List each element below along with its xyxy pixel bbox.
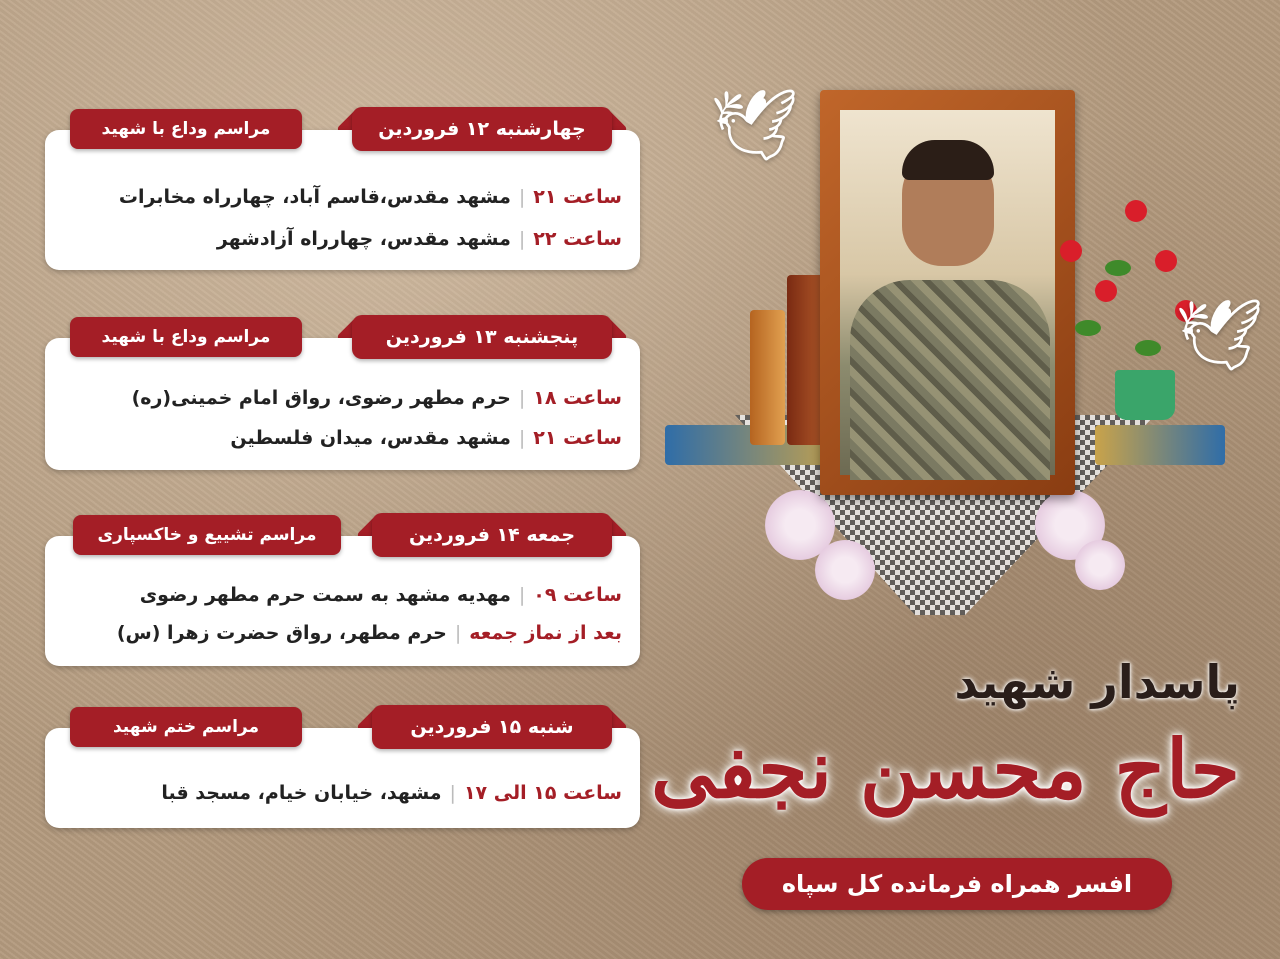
leaf-icon [1105,260,1131,276]
row-place: مشهد مقدس، میدان فلسطین [230,427,511,449]
card-title: مراسم وداع با شهید [70,109,302,149]
row-divider: | [518,387,526,409]
schedule-row [132,383,622,413]
headline-rank: پاسدار شهید [954,655,1240,709]
row-divider: | [454,622,462,644]
schedule-row [230,423,622,453]
martyr-name: حاج محسن نجفی [651,722,1240,816]
leaf-icon [1075,320,1101,336]
flower-pot-icon [1115,370,1175,420]
book-icon [1095,425,1225,465]
dove-icon: 🕊 [710,84,799,166]
white-flower-icon [1075,540,1125,590]
schedule-card-4 [45,716,640,828]
row-divider: | [518,186,526,208]
schedule-card-3 [45,524,640,666]
subtitle-badge: افسر همراه فرمانده کل سپاه [742,858,1172,910]
row-place: حرم مطهر رضوی، رواق امام خمینی(ره) [131,387,511,409]
portrait-frame [820,90,1075,495]
red-flower-icon [1155,250,1177,272]
row-place: حرم مطهر، رواق حضرت زهرا (س) [116,622,447,644]
card-date: پنجشنبه ۱۳ فروردین [352,315,612,359]
red-flower-icon [1060,240,1082,262]
row-time: ساعت ۲۱ [533,427,622,449]
row-time: ساعت ۰۹ [533,584,622,606]
card-date: چهارشنبه ۱۲ فروردین [352,107,612,151]
schedule-card-1 [45,118,640,270]
card-date: شنبه ۱۵ فروردین [372,705,612,749]
card-title: مراسم تشییع و خاکسپاری [73,515,341,555]
row-time: ساعت ۱۵ الی ۱۷ [463,782,622,804]
schedule-card-2 [45,326,640,470]
schedule-row [119,182,622,212]
card-title: مراسم وداع با شهید [70,317,302,357]
red-flower-icon [1095,280,1117,302]
schedule-row [117,618,622,648]
row-place: مشهد مقدس،قاسم آباد، چهارراه مخابرات [118,186,511,208]
schedule-row [217,224,622,254]
uniform-shape [850,280,1050,480]
row-divider: | [449,782,456,804]
row-place: مهدیه مشهد به سمت حرم مطهر رضوی [139,584,511,606]
memorial-composition [655,60,1264,640]
white-flower-icon [815,540,875,600]
row-time: بعد از نماز جمعه [469,622,622,644]
row-time: ساعت ۱۸ [533,387,622,409]
row-divider: | [518,427,526,449]
card-title: مراسم ختم شهید [70,707,302,747]
card-date: جمعه ۱۴ فروردین [372,513,612,557]
row-place: مشهد مقدس، چهارراه آزادشهر [216,228,511,250]
hair-shape [902,140,994,180]
leaf-icon [1135,340,1161,356]
schedule-row [161,778,622,808]
portrait-photo [840,110,1055,475]
row-divider: | [518,228,526,250]
dove-icon: 🕊 [1175,294,1264,376]
row-divider: | [518,584,526,606]
book-icon [750,310,785,445]
row-time: ساعت ۲۲ [533,228,622,250]
schedule-row [140,580,622,610]
row-place: مشهد، خیابان خیام، مسجد قبا [161,782,442,804]
red-flower-icon [1125,200,1147,222]
row-time: ساعت ۲۱ [533,186,622,208]
